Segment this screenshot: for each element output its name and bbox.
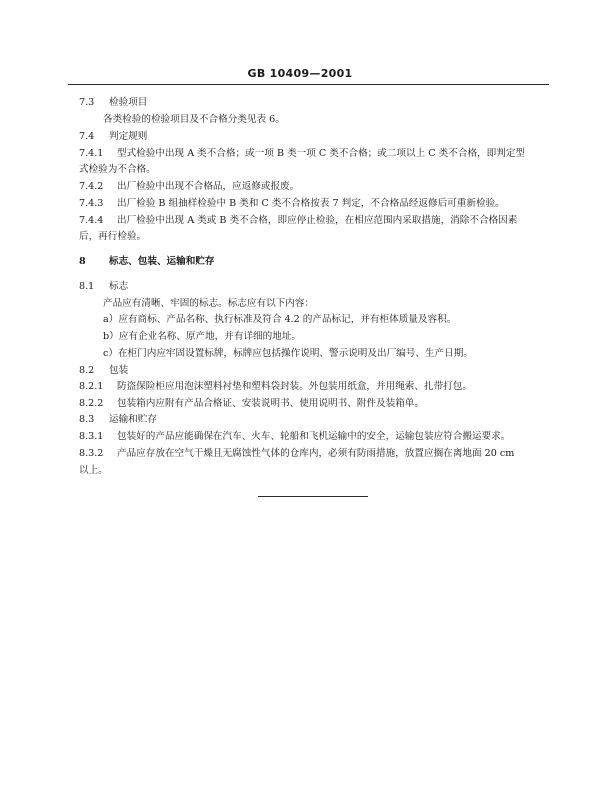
clause-7-4-1-cont: 式检验为不合格。: [79, 164, 156, 175]
clause-7-4-4: [79, 215, 517, 227]
list-item-a: a）应有商标、产品名称、执行标准及符合 4.2 的产品标记，并有柜体质量及容积。: [103, 314, 457, 325]
clause-number: 7.4.4: [79, 215, 104, 226]
clause-text: 产品应存放在空气干燥且无腐蚀性气体的仓库内，必须有防雨措施，放置应搁在离地面 20 cm: [117, 448, 515, 459]
clause-text: 包装好的产品应能确保在汽车、火车、轮船和飞机运输中的安全，运输包装应符合搬运要求。: [117, 431, 511, 442]
section-8-3-heading: [79, 414, 157, 426]
section-8-1-heading: [79, 281, 128, 293]
section-8-2-heading: [79, 365, 128, 377]
end-of-document-rule: [258, 496, 368, 497]
section-number: 7.3: [79, 97, 95, 108]
chapter-title: 标志、包装、运输和贮存: [109, 256, 215, 267]
clause-8-3-2-cont: 以上。: [79, 465, 108, 476]
clause-8-2-1: [79, 381, 472, 393]
clause-8-3-1: [79, 431, 510, 443]
section-number: 7.4: [79, 131, 95, 142]
clause-text: 包装箱内应附有产品合格证、安装说明书、使用说明书、附件及装箱单。: [117, 398, 424, 409]
clause-number: 8.2.2: [79, 398, 104, 409]
section-title: 判定规则: [109, 131, 148, 142]
clause-7-4-3: [79, 198, 505, 210]
header-rule: [68, 84, 549, 85]
section-title: 检验项目: [109, 97, 148, 108]
clause-text: 出厂检验中出现 A 类或 B 类不合格，即应停止检验，在相应范围内采取措施，消除不合格因素: [117, 215, 518, 226]
list-item-c: c）在柜门内应牢固设置标牌，标牌应包括操作说明、警示说明及出厂编号、生产日期。: [103, 348, 473, 359]
chapter-number: 8: [79, 256, 86, 267]
section-number: 8.2: [79, 365, 95, 376]
clause-number: 8.2.1: [79, 381, 104, 392]
clause-number: 7.4.1: [79, 148, 104, 159]
clause-7-4-2: [79, 181, 299, 193]
clause-number: 8.3.1: [79, 431, 104, 442]
section-title: 运输和贮存: [109, 414, 157, 425]
section-title: 标志: [109, 281, 129, 292]
section-7-3-heading: [79, 97, 147, 109]
section-title: 包装: [109, 365, 129, 376]
clause-text: 出厂检验中出现不合格品，应返修或报废。: [117, 181, 300, 192]
section-7-4-heading: [79, 131, 147, 143]
chapter-8-heading: [79, 256, 215, 268]
clause-8-3-2: [79, 448, 514, 460]
clause-number: 8.3.2: [79, 448, 104, 459]
section-number: 8.3: [79, 414, 95, 425]
page-header-doc-code: GB 10409—2001: [247, 67, 353, 80]
clause-8-2-2: [79, 398, 424, 410]
clause-number: 7.4.3: [79, 198, 104, 209]
clause-7-4-1: [79, 148, 525, 160]
list-item-b: b）应有企业名称、原产地，并有详细的地址。: [103, 331, 302, 342]
clause-text: 出厂检验 B 组抽样检验中 B 类和 C 类不合格按表 7 判定，不合格品经返修后可重新检验。: [117, 198, 505, 209]
clause-text: 防盗保险柜应用泡沫塑料衬垫和塑料袋封装。外包装用纸盒，并用绳索、扎带打包。: [117, 381, 472, 392]
section-7-3-body: 各类检验的检验项目及不合格分类见表 6。: [103, 114, 285, 125]
clause-7-4-4-cont: 后，再行检验。: [79, 231, 147, 242]
section-number: 8.1: [79, 281, 95, 292]
clause-text: 型式检验中出现 A 类不合格；或一项 B 类一项 C 类不合格；或二项以上 C 类不合格，即判定型: [117, 148, 526, 159]
clause-number: 7.4.2: [79, 181, 104, 192]
section-8-1-intro: 产品应有清晰、牢固的标志。标志应有以下内容：: [103, 298, 315, 309]
